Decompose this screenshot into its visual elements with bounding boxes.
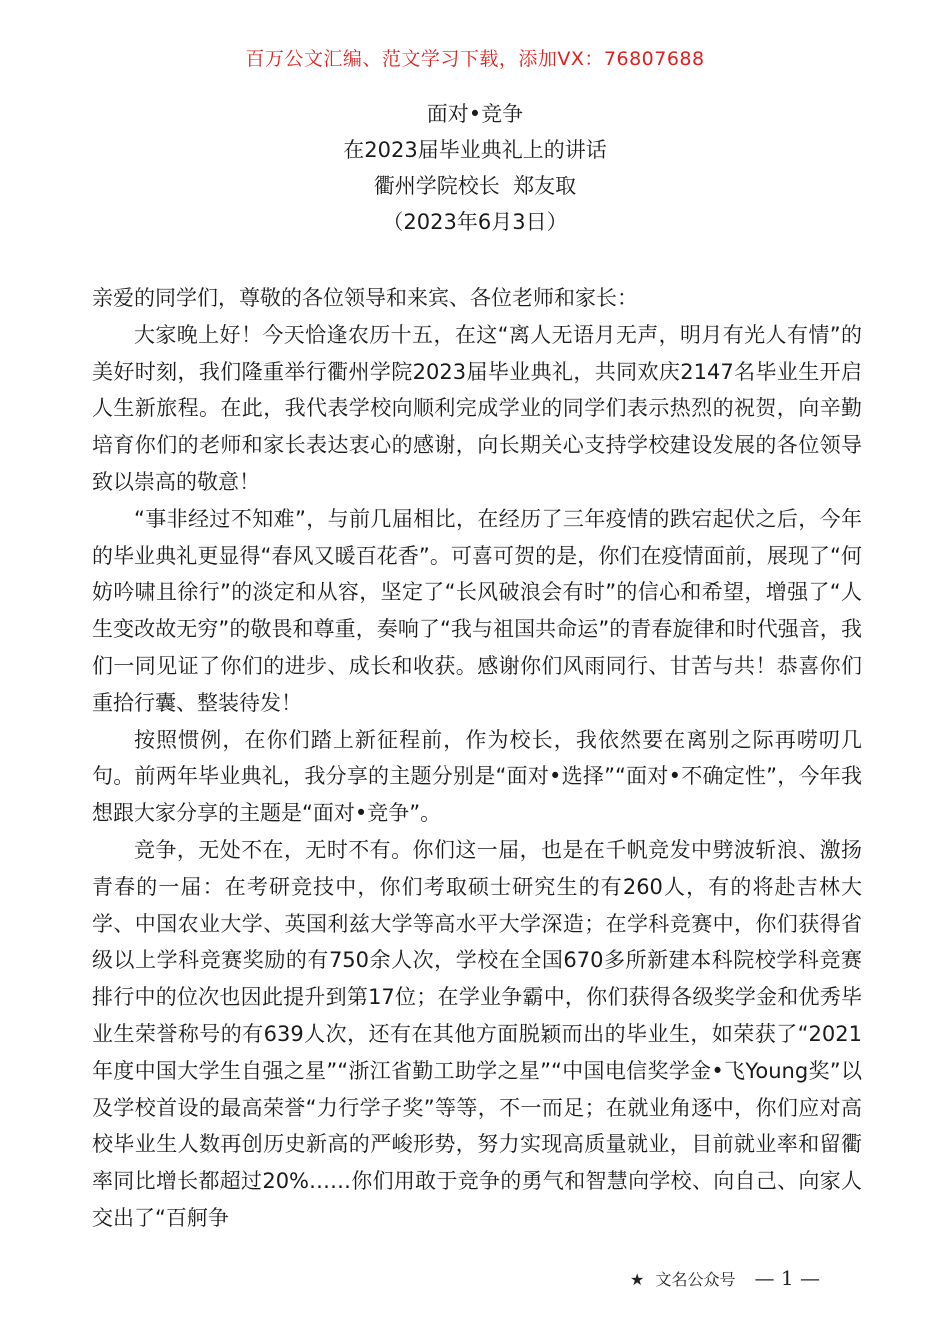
speech-subtitle: 在2023届毕业典礼上的讲话 (343, 138, 607, 162)
speech-title: 面对•竞争 (426, 102, 524, 126)
salutation: 亲爱的同学们，尊敬的各位领导和来宾、各位老师和家长： (92, 286, 638, 310)
speech-header (0, 96, 950, 240)
speech-author: 衢州学院校长 郑友取 (373, 174, 577, 198)
paragraph-1: 大家晚上好！今天恰逢农历十五，在这“离人无语月无声，明月有光人有情”的美好时刻，我们隆重举行衢州学院2023届毕业典礼，共同欢庆2147名毕业生开启人生新旅程。在此，我代表学校向顺利完成学业的同学们表示热烈的祝贺，向辛勤培育你们的老师和家长表达衷心的感谢，向长期关心支持学校建设发展的各位领导致以崇高的敬意！ (92, 322, 862, 494)
page-number: — 1 — (754, 1266, 820, 1290)
paragraph-2: “事非经过不知难”，与前几届相比，在经历了三年疫情的跌宕起伏之后，今年的毕业典礼更显得“春风又暖百花香”。可喜可贺的是，你们在疫情面前，展现了“何妨吟啸且徐行”的淡定和从容，坚定了“长风破浪会有时”的信心和希望，增强了“人生变改故无穷”的敬畏和尊重，奏响了“我与祖国共命运”的青春旋律和时代强音，我们一同见证了你们的进步、成长和收获。感谢你们风雨同行、甘苦与共！恭喜你们重拾行囊、整装待发！ (92, 506, 862, 715)
footer-label: 文名公众号 (655, 1270, 736, 1289)
speech-body (92, 280, 862, 1237)
paragraph-4: 竞争，无处不在，无时不有。你们这一届，也是在千帆竞发中劈波斩浪、激扬青春的一届：在考研竞技中，你们考取硕士研究生的有260人，有的将赴吉林大学、中国农业大学、英国利兹大学等高水平大学深造；在学科竞赛中，你们获得省级以上学科竞赛奖励的有750余人次，学校在全国670多所新建本科院校学科竞赛排行中的位次也因此提升到第17位；在学业争霸中，你们获得各级奖学金和优秀毕业生荣誉称号的有639人次，还有在其他方面脱颖而出的毕业生，如荣获了“2021年度中国大学生自强之星”“浙江省勤工助学之星”“中国电信奖学金•飞Young奖”以及学校首设的最高荣誉“力行学子奖”等等，不一而足；在就业角逐中，你们应对高校毕业生人数再创历史新高的严峻形势，努力实现高质量就业，目前就业率和留衢率同比增长都超过20%……你们用敢于竞争的勇气和智慧向学校、向自己、向家人交出了“百舸争 (92, 837, 862, 1230)
paragraph-3: 按照惯例，在你们踏上新征程前，作为校长，我依然要在离别之际再唠叨几句。前两年毕业典礼，我分享的主题分别是“面对•选择”“面对•不确定性”，今年我想跟大家分享的主题是“面对•竞争”。 (92, 727, 862, 826)
star-icon: ★ (630, 1270, 645, 1289)
promo-banner: 百万公文汇编、范文学习下载，添加VX：76807688 (245, 48, 705, 70)
speech-date: （2023年6月3日） (382, 210, 568, 234)
page-footer (630, 1266, 820, 1290)
